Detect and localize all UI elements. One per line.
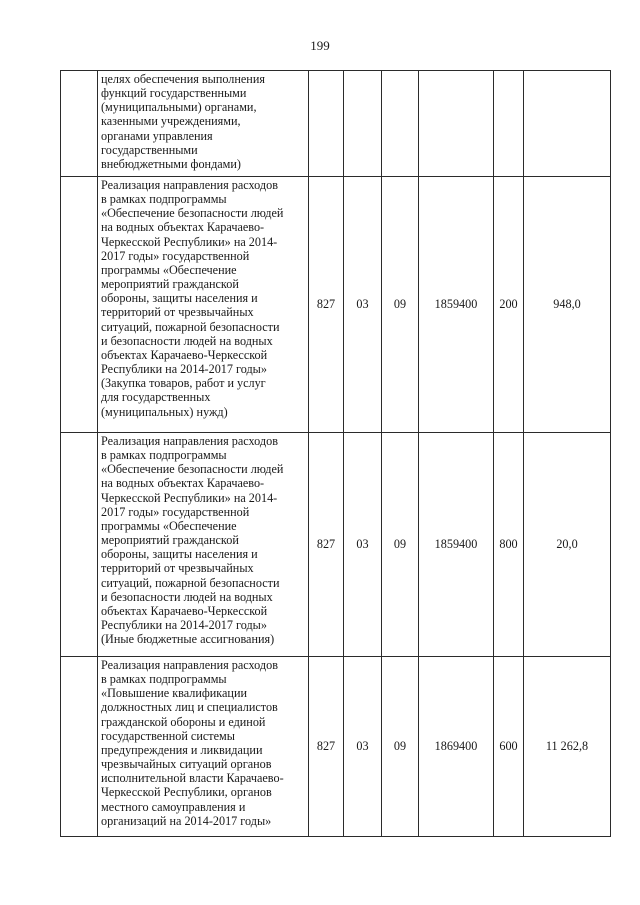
table-row: [61, 71, 611, 177]
row-index-cell: [61, 71, 98, 177]
description-text: целях обеспечения выполнения функций государственными (муниципальными) органами, казенными учреждениями, органами управления государственными внебюджетными фондами): [101, 72, 265, 171]
ministry-code-cell: 827: [309, 657, 344, 837]
amount-cell: 948,0: [524, 177, 611, 433]
description-cell: [98, 657, 309, 837]
section-code-cell: 03: [344, 433, 382, 657]
description-cell: [98, 177, 309, 433]
description-cell: [98, 433, 309, 657]
expense-type-cell: [494, 71, 524, 177]
table-row: [61, 433, 611, 657]
row-index-cell: [61, 657, 98, 837]
table-row: [61, 177, 611, 433]
target-article-cell: 1869400: [419, 657, 494, 837]
target-article-cell: [419, 71, 494, 177]
section-code-cell: [344, 71, 382, 177]
table-row: [61, 657, 611, 837]
subsection-code-cell: [382, 71, 419, 177]
description-text: Реализация направления расходов в рамках подпрограммы «Обеспечение безопасности людей на водных объектах Карачаево- Черкесской Республики» на 2014- 2017 годы» государственной программы «Обеспечение мероприятий гражданской обороны, защиты населения и территорий от чрезвычайных ситуаций, пожарной безопасности и безопасности людей на водных объектах Карачаево-Черкесской Республики на 2014-2017 годы» (Иные бюджетные ассигнования): [101, 434, 284, 647]
expense-type-cell: 600: [494, 657, 524, 837]
amount-cell: [524, 71, 611, 177]
subsection-code-cell: 09: [382, 177, 419, 433]
subsection-code-cell: 09: [382, 433, 419, 657]
section-code-cell: 03: [344, 177, 382, 433]
row-index-cell: [61, 433, 98, 657]
description-text: Реализация направления расходов в рамках подпрограммы «Обеспечение безопасности людей на водных объектах Карачаево- Черкесской Республики» на 2014- 2017 годы» государственной программы «Обеспечение мероприятий гражданской обороны, защиты населения и территорий от чрезвычайных ситуаций, пожарной безопасности и безопасности людей на водных объектах Карачаево-Черкесской Республики на 2014-2017 годы» (Закупка товаров, работ и услуг для государственных (муниципальных) нужд): [101, 178, 284, 419]
section-code-cell: 03: [344, 657, 382, 837]
amount-cell: 11 262,8: [524, 657, 611, 837]
ministry-code-cell: 827: [309, 433, 344, 657]
subsection-code-cell: 09: [382, 657, 419, 837]
budget-table: [60, 70, 611, 837]
description-cell: [98, 71, 309, 177]
ministry-code-cell: [309, 71, 344, 177]
ministry-code-cell: 827: [309, 177, 344, 433]
page-number: 199: [310, 38, 330, 53]
target-article-cell: 1859400: [419, 177, 494, 433]
description-text: Реализация направления расходов в рамках подпрограммы «Повышение квалификации должностных лиц и специалистов гражданской обороны и единой государственной системы предупреждения и ликвидации чрезвычайных ситуаций органов исполнительной власти Карачаево- Черкесской Республики, органов местного самоуправления и организаций на 2014-2017 годы»: [101, 658, 284, 828]
expense-type-cell: 800: [494, 433, 524, 657]
amount-cell: 20,0: [524, 433, 611, 657]
row-index-cell: [61, 177, 98, 433]
expense-type-cell: 200: [494, 177, 524, 433]
target-article-cell: 1859400: [419, 433, 494, 657]
